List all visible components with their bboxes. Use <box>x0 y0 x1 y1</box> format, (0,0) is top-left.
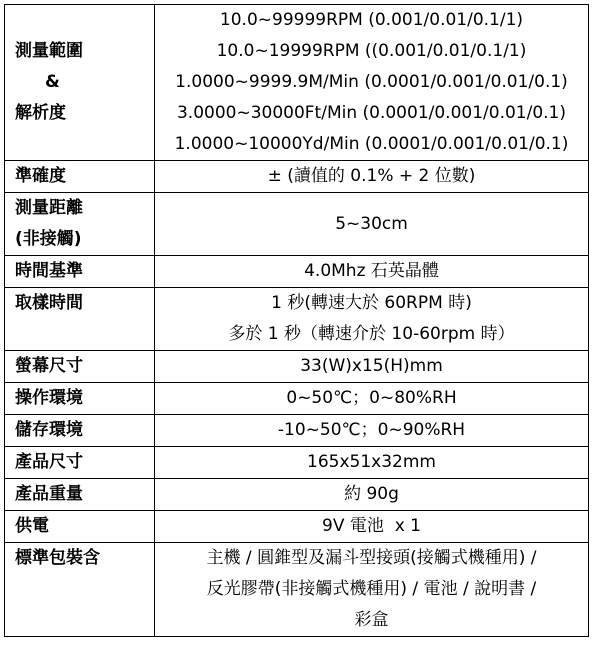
label-line: 測量距離 <box>15 198 83 218</box>
spec-label-accuracy <box>5 161 155 193</box>
spec-label-operating-environment <box>5 383 155 415</box>
spec-value-sampling-time <box>155 288 589 351</box>
spec-row-product-weight <box>5 479 589 511</box>
value-line: 33(W)x15(H)mm <box>300 356 443 376</box>
spec-value-power-supply <box>155 511 589 543</box>
spec-row-operating-environment <box>5 383 589 415</box>
spec-label-package-contents <box>5 543 155 637</box>
value-line: 10.0~19999RPM ((0.001/0.01/0.1/1) <box>216 41 527 61</box>
value-line: 5~30cm <box>335 213 408 234</box>
spec-label-power-supply <box>5 511 155 543</box>
spec-label-sampling-time <box>5 288 155 351</box>
value-line: -10~50℃；0~90%RH <box>277 420 466 440</box>
value-line: 165x51x32mm <box>307 452 436 472</box>
value-line: 1 秒(轉速大於 60RPM 時) <box>271 293 472 313</box>
spec-table <box>4 4 589 637</box>
value-line: 反光膠帶(非接觸式機種用) / 電池 / 說明書 / <box>206 579 537 599</box>
label-line: & <box>45 72 60 92</box>
value-line: 9V 電池 x 1 <box>322 516 421 536</box>
spec-label-time-base <box>5 256 155 288</box>
spec-value-storage-environment <box>155 415 589 447</box>
spec-row-sampling-time <box>5 288 589 351</box>
spec-value-display-size <box>155 351 589 383</box>
spec-value-operating-environment <box>155 383 589 415</box>
label-line: (非接觸) <box>15 229 82 249</box>
label-line: 準確度 <box>15 166 66 186</box>
spec-value-product-weight <box>155 479 589 511</box>
label-line: 測量範圍 <box>15 41 83 61</box>
spec-row-storage-environment <box>5 415 589 447</box>
value-line: 3.0000~30000Ft/Min (0.0001/0.001/0.01/0.1) <box>176 103 567 123</box>
value-line: ± (讀值的 0.1% + 2 位數) <box>267 166 476 186</box>
value-line: 多於 1 秒（轉速介於 10-60rpm 時） <box>228 324 515 344</box>
label-line: 解析度 <box>15 103 66 123</box>
label-line: 標準包裝含 <box>15 548 100 568</box>
spec-value-product-dimensions <box>155 447 589 479</box>
spec-value-measuring-distance <box>155 193 589 256</box>
value-line: 1.0000~9999.9M/Min (0.0001/0.001/0.01/0.1) <box>175 72 568 92</box>
spec-row-measurement-range <box>5 5 589 161</box>
label-line: 產品尺寸 <box>15 452 83 472</box>
spec-value-measurement-range <box>155 5 589 161</box>
value-line: 10.0~99999RPM (0.001/0.01/0.1/1) <box>219 10 524 30</box>
value-line: 0~50℃；0~80%RH <box>286 388 457 408</box>
spec-label-display-size <box>5 351 155 383</box>
value-line: 4.0Mhz 石英晶體 <box>304 261 439 281</box>
spec-row-time-base <box>5 256 589 288</box>
label-line: 時間基準 <box>15 261 83 281</box>
spec-row-package-contents <box>5 543 589 637</box>
spec-label-product-weight <box>5 479 155 511</box>
label-line: 產品重量 <box>15 484 83 504</box>
spec-row-accuracy <box>5 161 589 193</box>
spec-label-measurement-range <box>5 5 155 161</box>
value-line: 彩盒 <box>354 610 389 630</box>
spec-value-accuracy <box>155 161 589 193</box>
value-line: 1.0000~10000Yd/Min (0.0001/0.001/0.01/0.1) <box>174 134 569 154</box>
spec-label-measuring-distance <box>5 193 155 256</box>
spec-label-product-dimensions <box>5 447 155 479</box>
label-line: 供電 <box>15 516 49 536</box>
spec-row-measuring-distance <box>5 193 589 256</box>
spec-row-product-dimensions <box>5 447 589 479</box>
label-line: 操作環境 <box>15 388 83 408</box>
spec-value-time-base <box>155 256 589 288</box>
label-line: 螢幕尺寸 <box>15 356 83 376</box>
spec-label-storage-environment <box>5 415 155 447</box>
spec-value-package-contents <box>155 543 589 637</box>
spec-row-display-size <box>5 351 589 383</box>
label-line: 儲存環境 <box>15 420 83 440</box>
value-line: 主機 / 圓錐型及漏斗型接頭(接觸式機種用) / <box>206 548 537 568</box>
value-line: 約 90g <box>344 484 399 504</box>
spec-row-power-supply <box>5 511 589 543</box>
label-line: 取樣時間 <box>15 293 83 313</box>
